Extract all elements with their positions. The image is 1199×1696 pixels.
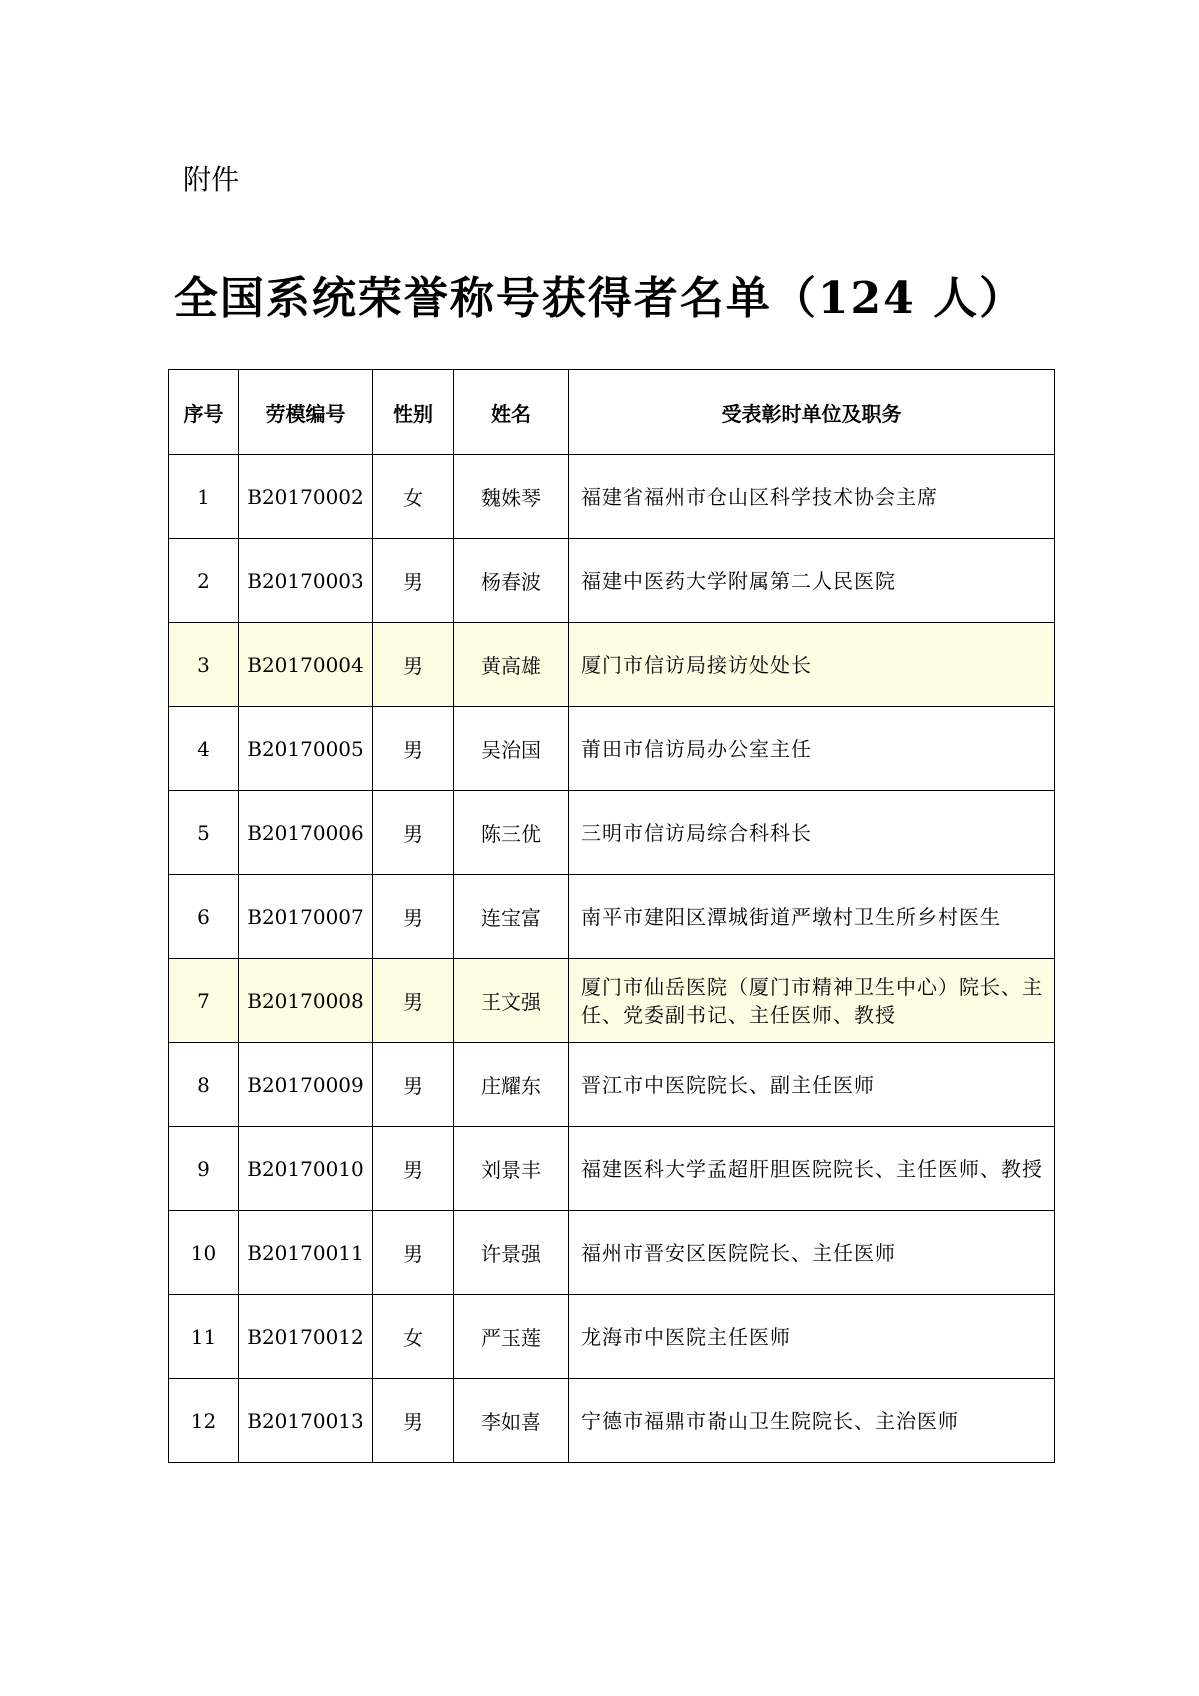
table-row bbox=[169, 1379, 1055, 1463]
cell-name: 连宝富 bbox=[454, 875, 569, 959]
cell-name: 陈三优 bbox=[454, 791, 569, 875]
cell-gender: 男 bbox=[373, 1043, 454, 1127]
cell-no: 6 bbox=[169, 875, 239, 959]
cell-code: B20170004 bbox=[239, 623, 373, 707]
table-row bbox=[169, 959, 1055, 1043]
cell-code: B20170009 bbox=[239, 1043, 373, 1127]
cell-name: 李如喜 bbox=[454, 1379, 569, 1463]
header-code: 劳模编号 bbox=[239, 370, 373, 455]
cell-no: 3 bbox=[169, 623, 239, 707]
table-row bbox=[169, 791, 1055, 875]
cell-name: 庄耀东 bbox=[454, 1043, 569, 1127]
cell-name: 杨春波 bbox=[454, 539, 569, 623]
table-row bbox=[169, 623, 1055, 707]
cell-code: B20170011 bbox=[239, 1211, 373, 1295]
cell-name: 刘景丰 bbox=[454, 1127, 569, 1211]
cell-unit: 福建中医药大学附属第二人民医院 bbox=[569, 539, 1055, 623]
document-title: 全国系统荣誉称号获得者名单（124 人） bbox=[173, 273, 1026, 324]
header-no: 序号 bbox=[169, 370, 239, 455]
cell-no: 11 bbox=[169, 1295, 239, 1379]
cell-unit: 福建省福州市仓山区科学技术协会主席 bbox=[569, 455, 1055, 539]
cell-gender: 男 bbox=[373, 1127, 454, 1211]
cell-gender: 女 bbox=[373, 1295, 454, 1379]
table-header-row bbox=[169, 370, 1055, 455]
cell-no: 10 bbox=[169, 1211, 239, 1295]
header-gender: 性别 bbox=[373, 370, 454, 455]
cell-name: 王文强 bbox=[454, 959, 569, 1043]
cell-no: 5 bbox=[169, 791, 239, 875]
table-row bbox=[169, 875, 1055, 959]
cell-no: 9 bbox=[169, 1127, 239, 1211]
cell-name: 吴治国 bbox=[454, 707, 569, 791]
cell-code: B20170005 bbox=[239, 707, 373, 791]
cell-unit: 厦门市仙岳医院（厦门市精神卫生中心）院长、主任、党委副书记、主任医师、教授 bbox=[569, 959, 1055, 1043]
cell-name: 黄高雄 bbox=[454, 623, 569, 707]
cell-no: 7 bbox=[169, 959, 239, 1043]
cell-unit: 莆田市信访局办公室主任 bbox=[569, 707, 1055, 791]
table-row bbox=[169, 1127, 1055, 1211]
cell-gender: 男 bbox=[373, 791, 454, 875]
cell-gender: 男 bbox=[373, 959, 454, 1043]
cell-name: 魏姝琴 bbox=[454, 455, 569, 539]
cell-code: B20170007 bbox=[239, 875, 373, 959]
cell-unit: 宁德市福鼎市嵛山卫生院院长、主治医师 bbox=[569, 1379, 1055, 1463]
cell-name: 严玉莲 bbox=[454, 1295, 569, 1379]
cell-name: 许景强 bbox=[454, 1211, 569, 1295]
cell-code: B20170008 bbox=[239, 959, 373, 1043]
table-row bbox=[169, 1211, 1055, 1295]
attachment-label: 附件 bbox=[183, 163, 240, 196]
cell-gender: 男 bbox=[373, 623, 454, 707]
table-row bbox=[169, 539, 1055, 623]
cell-gender: 男 bbox=[373, 539, 454, 623]
cell-gender: 男 bbox=[373, 1211, 454, 1295]
cell-no: 1 bbox=[169, 455, 239, 539]
header-name: 姓名 bbox=[454, 370, 569, 455]
cell-unit: 晋江市中医院院长、副主任医师 bbox=[569, 1043, 1055, 1127]
cell-unit: 三明市信访局综合科科长 bbox=[569, 791, 1055, 875]
cell-unit: 南平市建阳区潭城街道严墩村卫生所乡村医生 bbox=[569, 875, 1055, 959]
cell-gender: 男 bbox=[373, 1379, 454, 1463]
cell-code: B20170003 bbox=[239, 539, 373, 623]
cell-unit: 福州市晋安区医院院长、主任医师 bbox=[569, 1211, 1055, 1295]
cell-no: 12 bbox=[169, 1379, 239, 1463]
cell-no: 2 bbox=[169, 539, 239, 623]
table-row bbox=[169, 1043, 1055, 1127]
cell-code: B20170013 bbox=[239, 1379, 373, 1463]
cell-code: B20170006 bbox=[239, 791, 373, 875]
table-row bbox=[169, 1295, 1055, 1379]
cell-gender: 男 bbox=[373, 875, 454, 959]
table-row bbox=[169, 455, 1055, 539]
cell-code: B20170012 bbox=[239, 1295, 373, 1379]
cell-code: B20170002 bbox=[239, 455, 373, 539]
cell-gender: 女 bbox=[373, 455, 454, 539]
honorees-table bbox=[168, 369, 1055, 1463]
cell-unit: 龙海市中医院主任医师 bbox=[569, 1295, 1055, 1379]
cell-unit: 福建医科大学孟超肝胆医院院长、主任医师、教授 bbox=[569, 1127, 1055, 1211]
cell-code: B20170010 bbox=[239, 1127, 373, 1211]
cell-gender: 男 bbox=[373, 707, 454, 791]
cell-no: 4 bbox=[169, 707, 239, 791]
table-row bbox=[169, 707, 1055, 791]
cell-no: 8 bbox=[169, 1043, 239, 1127]
header-unit: 受表彰时单位及职务 bbox=[569, 370, 1055, 455]
cell-unit: 厦门市信访局接访处处长 bbox=[569, 623, 1055, 707]
